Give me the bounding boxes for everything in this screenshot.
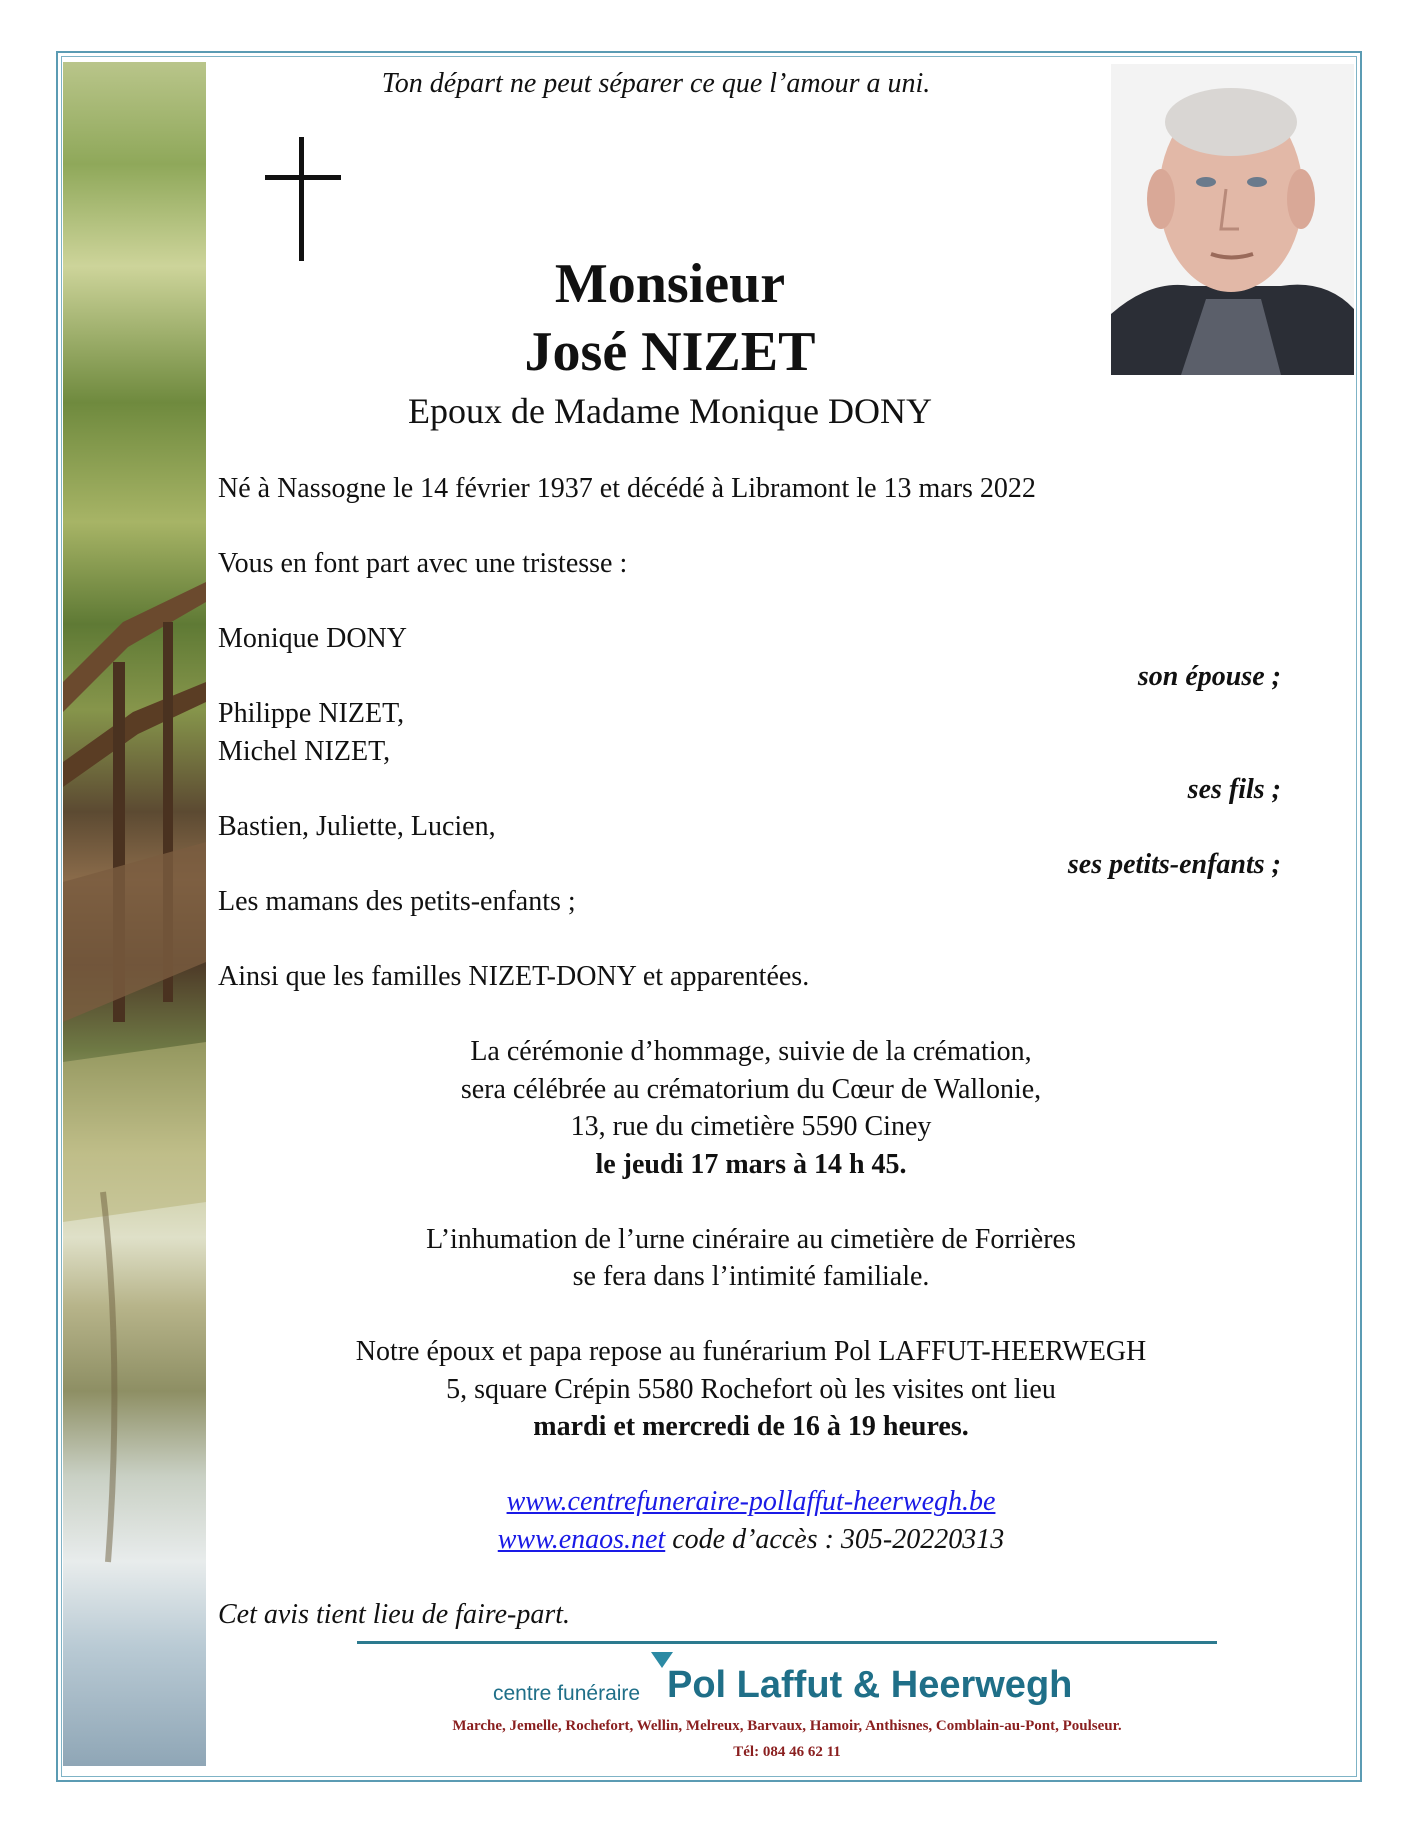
- burial-line-1: L’inhumation de l’urne cinéraire au cimetière de Forrières: [426, 1224, 1076, 1255]
- family-son-1: Philippe NIZET,: [218, 698, 405, 729]
- side-landscape-image: [63, 62, 206, 1766]
- family-mothers: Les mamans des petits-enfants ;: [218, 886, 576, 917]
- footer-cities: Marche, Jemelle, Rochefort, Wellin, Melreux, Barvaux, Hamoir, Anthisnes, Comblain-au-Pont, Poulseur.: [452, 1718, 1122, 1734]
- portrait-photo: [1111, 64, 1354, 375]
- ceremony-line-3: 13, rue du cimetière 5590 Ciney: [570, 1111, 932, 1142]
- closing-note: Cet avis tient lieu de faire-part.: [218, 1599, 571, 1630]
- birth-death-line: Né à Nassogne le 14 février 1937 et décédé à Libramont le 13 mars 2022: [218, 473, 1036, 504]
- deceased-name: José NIZET: [524, 321, 816, 383]
- access-code: code d’accès : 305-20220313: [665, 1524, 1005, 1555]
- family-spouse: Monique DONY: [218, 623, 407, 654]
- footer-phone: Tél: 084 46 62 11: [733, 1744, 841, 1760]
- ceremony-line-2: sera célébrée au crématorium du Cœur de Wallonie,: [460, 1074, 1042, 1105]
- honorific: Monsieur: [554, 253, 786, 315]
- ceremony-date: le jeudi 17 mars à 14 h 45.: [595, 1149, 907, 1180]
- epitaph-quote: Ton départ ne peut séparer ce que l’amour a uni.: [381, 68, 931, 99]
- enaos-row: [206, 1524, 1296, 1556]
- cross-icon: [265, 137, 341, 261]
- logo-subtitle: centre funéraire: [493, 1682, 641, 1705]
- ceremony-line-1: La cérémonie d’hommage, suivie de la crémation,: [470, 1036, 1032, 1067]
- burial-line-2: se fera dans l’intimité familiale.: [572, 1261, 930, 1292]
- role-spouse: son épouse ;: [1137, 661, 1281, 692]
- logo-name: Pol Laffut & Heerwegh: [667, 1664, 1073, 1706]
- visits-line-2: 5, square Crépin 5580 Rochefort où les visites ont lieu: [446, 1374, 1056, 1405]
- funeral-home-link[interactable]: www.centrefuneraire-pollaffut-heerwegh.be: [506, 1486, 996, 1517]
- family-grandchildren: Bastien, Juliette, Lucien,: [218, 811, 496, 842]
- website-link-row: [206, 1486, 1296, 1518]
- spouse-line: Epoux de Madame Monique DONY: [408, 391, 932, 431]
- intro-line: Vous en font part avec une tristesse :: [218, 548, 628, 579]
- visits-line-1: Notre époux et papa repose au funérarium Pol LAFFUT-HEERWEGH: [355, 1336, 1147, 1367]
- role-grandchildren: ses petits-enfants ;: [1067, 849, 1281, 880]
- role-sons: ses fils ;: [1187, 774, 1281, 805]
- family-related: Ainsi que les familles NIZET-DONY et apparentées.: [218, 961, 810, 992]
- family-son-2: Michel NIZET,: [218, 736, 391, 767]
- enaos-link[interactable]: www.enaos.net: [497, 1524, 666, 1555]
- footer-divider: [357, 1641, 1217, 1644]
- visits-times: mardi et mercredi de 16 à 19 heures.: [533, 1411, 969, 1442]
